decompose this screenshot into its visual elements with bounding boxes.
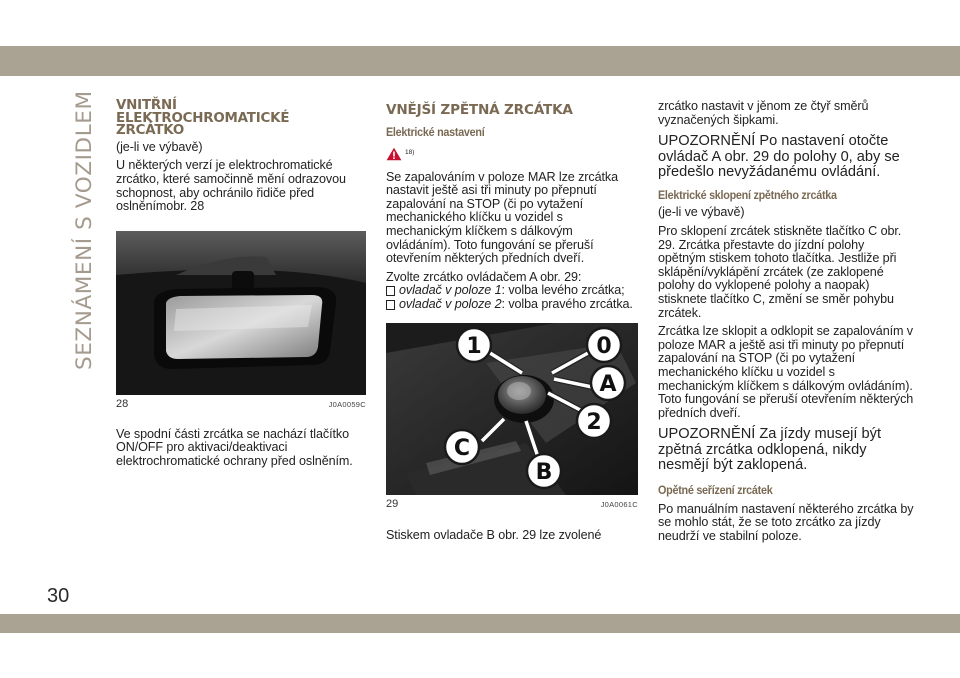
callout-label: 1 [466, 333, 482, 359]
figure-code: J0A0059C [328, 399, 366, 409]
intro-paragraph: U některých verzí je elektrochromatické zrcátko, které samočinně mění odrazovou schopnost, aby ochránilo řidiče před oslněnímobr. 28 [116, 158, 346, 214]
header-band [0, 46, 960, 76]
optional-note: (je-li ve výbavě) [116, 139, 203, 154]
bullet-content [399, 284, 625, 298]
warning-number: 18) [405, 148, 415, 156]
warning-note-2 [658, 427, 914, 473]
figure-28-rearview-mirror [116, 231, 366, 395]
heading-interior-mirror [116, 100, 366, 138]
bullet-label: ovladač v poloze 1 [399, 283, 502, 298]
callout-label: A [599, 371, 617, 397]
bullet-text: : volba levého zrcátka; [501, 283, 625, 298]
adjustment-paragraph: Se zapalováním v poloze MAR lze zrcátka nastavit ještě asi tři minuty po přepnutí zapalování na STOP (či po vytažení mechanického klíčku u vozidel s mechanickým klíčkem s dálkovým ovládáním). Toto fungování se přeruší otevřením některých předních dveří. [386, 169, 618, 266]
heading-line: VNITŘNÍ [116, 98, 177, 113]
rearview-mirror-photo [116, 231, 366, 395]
figure-code: J0A0061C [600, 499, 638, 509]
callout-label: B [535, 459, 553, 485]
warning-note-1 [658, 134, 914, 180]
list-item [386, 298, 638, 312]
control-b-paragraph: Stiskem ovladače B obr. 29 lze zvolené [386, 527, 602, 542]
figure-29-mirror-control [386, 323, 638, 495]
subheading-electric-adjustment: Elektrické nastavení [386, 124, 485, 139]
column-exterior-mirrors [386, 100, 638, 542]
folding-paragraph: Pro sklopení zrcátek stiskněte tlačítko C obr. 29. Zrcátka přestavte do jízdní polohy opětným stiskem tohoto tlačítka. Jestliže při sklápění/vyklápění zrcátek (ze zaklopené polohy do vyklopené polohy a naopak) stisknete tlačítko C, změní se směr pohybu zrcátek. [658, 224, 902, 320]
bullet-text: : volba pravého zrcátka. [501, 296, 633, 311]
figure-number: 29 [386, 497, 399, 510]
warning-text: Za jízdy musejí být zpětná zrcátka odklopená, nikdy nesmějí být zaklopená. [658, 426, 882, 474]
figure-number: 28 [116, 397, 129, 410]
mirror-control-photo [386, 323, 638, 495]
warning-label: UPOZORNĚNÍ [658, 133, 756, 150]
bullet-list [386, 284, 638, 311]
subheading-readjustment: Opětné seřízení zrcátek [658, 482, 773, 497]
callout-label: 2 [586, 409, 602, 435]
subheading-electric-folding: Elektrické sklopení zpětného zrcátka [658, 188, 837, 203]
warning-text: Po nastavení otočte ovládač A obr. 29 do polohy 0, aby se předešlo nevyžádanému ovládání. [658, 133, 900, 180]
bullet-square-icon [386, 286, 395, 296]
figure-28-caption [116, 398, 366, 410]
heading-exterior-mirrors: VNĚJŠÍ ZPĚTNÁ ZRCÁTKA [386, 102, 573, 118]
callout-label: C [453, 435, 471, 461]
section-side-title: SEZNÁMENÍ S VOZIDLEM [72, 90, 97, 370]
readjustment-paragraph: Po manuálním nastavení některého zrcátka by se mohlo stát, že se toto zrcátko za jízdy neudrží ve stabilní poloze. [658, 501, 914, 543]
column-interior-mirror [116, 100, 366, 469]
optional-note: (je-li ve výbavě) [658, 205, 745, 220]
column-mirror-folding [658, 100, 914, 543]
onoff-paragraph: Ve spodní části zrcátka se nachází tlačítko ON/OFF pro aktivaci/deaktivaci elektrochromatické ochrany před oslněním. [116, 426, 353, 468]
direction-paragraph: zrcátko nastavit v jěnom ze čtyř směrů vyznačených šipkami. [658, 99, 869, 127]
heading-line: ELEKTROCHROMATICKÉ [116, 110, 290, 126]
footer-band [0, 614, 960, 633]
warning-label: UPOZORNĚNÍ [658, 426, 756, 443]
folding-timing-paragraph: Zrcátka lze sklopit a odklopit se zapalováním v poloze MAR a ještě asi tři minuty po přepnutí zapalování na STOP (či po vytažení mechanického klíčku u vozidel s mechanickým klíčkem s dálkovým ovládáním). Toto fungování se přeruší otevřením některých předních dveří. [658, 324, 914, 420]
heading-line: ZRCÁTKO [116, 123, 185, 139]
bullet-content [399, 298, 633, 312]
warning-triangle-icon [386, 147, 402, 161]
selection-paragraph: Zvolte zrcátko ovládačem A obr. 29: [386, 269, 582, 284]
bullet-square-icon [386, 300, 395, 310]
figure-29-caption [386, 498, 638, 510]
bullet-label: ovladač v poloze 2 [399, 296, 502, 311]
page-number: 30 [47, 585, 70, 607]
list-item [386, 284, 638, 298]
warning-reference [386, 147, 638, 165]
callout-label: 0 [596, 333, 612, 359]
